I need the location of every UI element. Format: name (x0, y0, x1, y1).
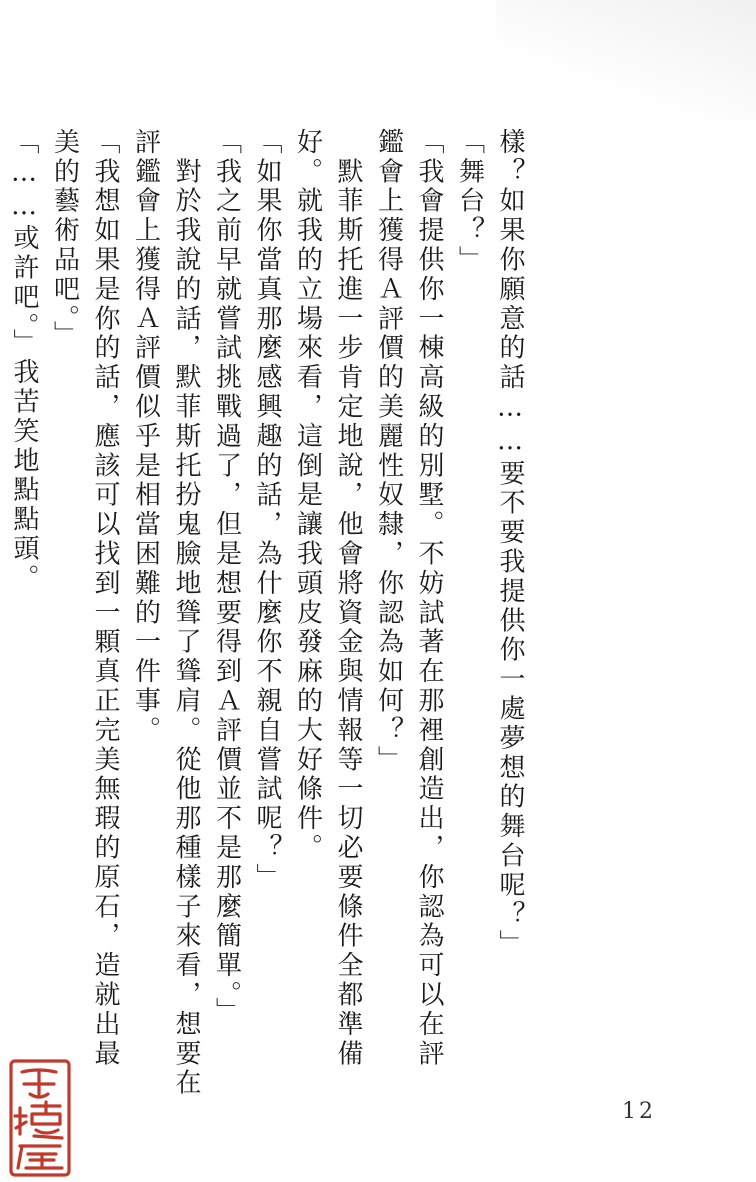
scan-shading (496, 0, 756, 120)
text-line: 好。就我的立場來看，這倒是讓我頭皮發麻的大好條件。 (292, 128, 323, 863)
text-line: 「我會提供你一棟高級的別墅。不妨試著在那裡創造出，你認為可以在評 (414, 128, 444, 1069)
text-line: 評鑑會上獲得Ａ評價似乎是相當困難的一件事。 (130, 128, 161, 746)
text-line: 「……或許吧。」我苦笑地點點頭。 (9, 128, 39, 594)
page-number: 12 (622, 1099, 656, 1124)
text-line: 鑑會上獲得Ａ評價的美麗性奴隸，你認為如何？」 (373, 128, 404, 775)
seal-stamp-logo (8, 1058, 72, 1178)
text-line: 「我想如果是你的話，應該可以找到一顆真正完美無瑕的原石，造就出最 (90, 128, 120, 1069)
text-line: 默菲斯托進一步肯定地說，他會將資金與情報等一切必要條件全都準備 (333, 128, 363, 1069)
text-line: 對於我說的話，默菲斯托扮鬼臉地聳了聳肩。從他那種樣子來看，想要在 (171, 128, 201, 1099)
text-line (0, 128, 4, 1058)
text-line: 「我之前早就嘗試挑戰過了，但是想要得到Ａ評價並不是那麼簡單。」 (211, 128, 242, 1027)
text-line: 「舞台？」 (454, 128, 485, 275)
text-line: 「如果你當真那麼感興趣的話，為什麼你不親自嘗試呢？」 (252, 128, 282, 893)
text-line: 美的藝術品吧。」 (49, 128, 80, 351)
vertical-text-block (9, 128, 530, 1099)
text-line: 樣？如果你願意的話……要不要我提供你一處夢想的舞台呢？」 (495, 128, 525, 960)
